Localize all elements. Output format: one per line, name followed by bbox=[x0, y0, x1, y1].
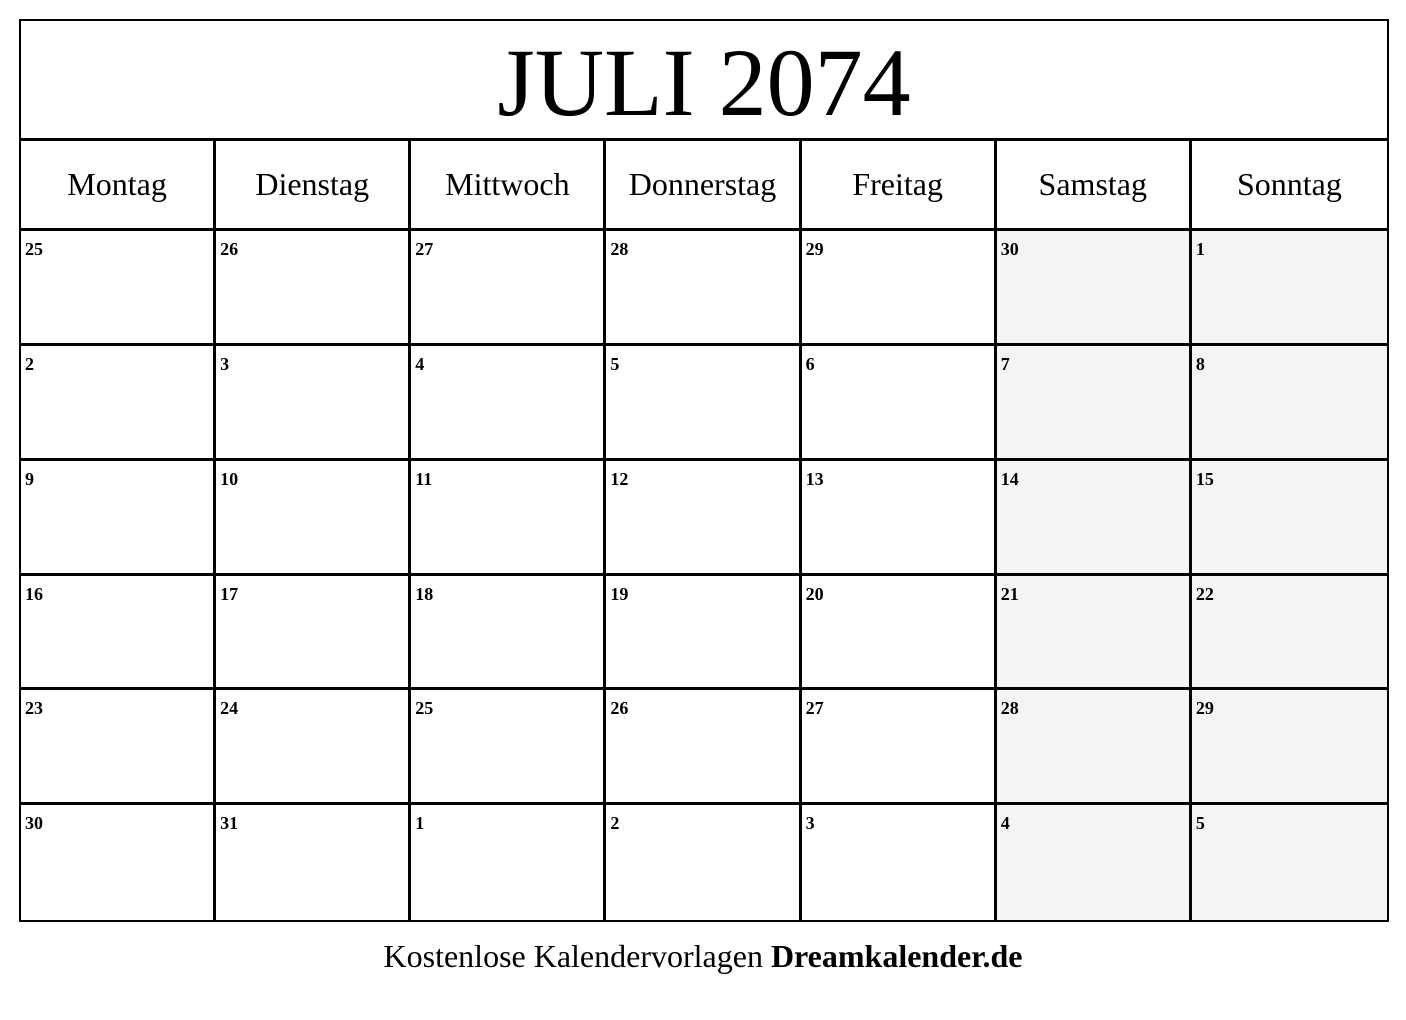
day-cell: 18 bbox=[411, 576, 606, 691]
day-cell: 5 bbox=[606, 346, 801, 461]
footer-credit bbox=[0, 938, 1406, 975]
day-cell-weekend: 7 bbox=[997, 346, 1192, 461]
day-cell: 3 bbox=[216, 346, 411, 461]
weekday-friday: Freitag bbox=[802, 141, 997, 228]
day-cell: 17 bbox=[216, 576, 411, 691]
weekday-thursday: Donnerstag bbox=[606, 141, 801, 228]
day-cell-weekend: 21 bbox=[997, 576, 1192, 691]
footer-brand-link[interactable]: Dreamkalender.de bbox=[770, 938, 1023, 974]
day-cell-weekend: 14 bbox=[997, 461, 1192, 576]
day-cell-weekend: 1 bbox=[1192, 231, 1387, 346]
day-cell-weekend: 8 bbox=[1192, 346, 1387, 461]
day-cell: 12 bbox=[606, 461, 801, 576]
day-cell: 10 bbox=[216, 461, 411, 576]
calendar bbox=[19, 19, 1389, 922]
day-grid bbox=[21, 231, 1387, 920]
day-cell-weekend: 29 bbox=[1192, 690, 1387, 805]
weekday-monday: Montag bbox=[21, 141, 216, 228]
day-cell: 2 bbox=[606, 805, 801, 920]
footer-text: Kostenlose Kalendervorlagen bbox=[383, 938, 763, 974]
day-cell-weekend: 28 bbox=[997, 690, 1192, 805]
day-cell: 31 bbox=[216, 805, 411, 920]
day-cell: 26 bbox=[216, 231, 411, 346]
weekday-tuesday: Dienstag bbox=[216, 141, 411, 228]
day-cell: 20 bbox=[802, 576, 997, 691]
day-cell-weekend: 22 bbox=[1192, 576, 1387, 691]
day-cell: 25 bbox=[21, 231, 216, 346]
day-cell: 16 bbox=[21, 576, 216, 691]
day-cell: 27 bbox=[411, 231, 606, 346]
day-cell-weekend: 5 bbox=[1192, 805, 1387, 920]
day-cell: 6 bbox=[802, 346, 997, 461]
weekday-sunday: Sonntag bbox=[1236, 166, 1342, 202]
weekday-saturday: Samstag bbox=[997, 141, 1192, 228]
weekday-wednesday: Mittwoch bbox=[411, 141, 606, 228]
weekday-header-row bbox=[21, 141, 1387, 231]
calendar-title: JULI 2074 bbox=[21, 21, 1387, 141]
day-cell: 30 bbox=[21, 805, 216, 920]
day-cell: 2 bbox=[21, 346, 216, 461]
day-cell: 11 bbox=[411, 461, 606, 576]
day-cell: 24 bbox=[216, 690, 411, 805]
day-cell-weekend: 15 bbox=[1192, 461, 1387, 576]
day-cell: 9 bbox=[21, 461, 216, 576]
day-cell: 3 bbox=[802, 805, 997, 920]
day-cell: 27 bbox=[802, 690, 997, 805]
day-cell: 19 bbox=[606, 576, 801, 691]
day-cell-weekend: 30 bbox=[997, 231, 1192, 346]
day-cell-weekend: 4 bbox=[997, 805, 1192, 920]
day-cell: 1 bbox=[411, 805, 606, 920]
day-cell: 25 bbox=[411, 690, 606, 805]
day-cell: 4 bbox=[411, 346, 606, 461]
day-cell: 28 bbox=[606, 231, 801, 346]
day-cell: 23 bbox=[21, 690, 216, 805]
day-cell: 13 bbox=[802, 461, 997, 576]
day-cell: 29 bbox=[802, 231, 997, 346]
day-cell: 26 bbox=[606, 690, 801, 805]
